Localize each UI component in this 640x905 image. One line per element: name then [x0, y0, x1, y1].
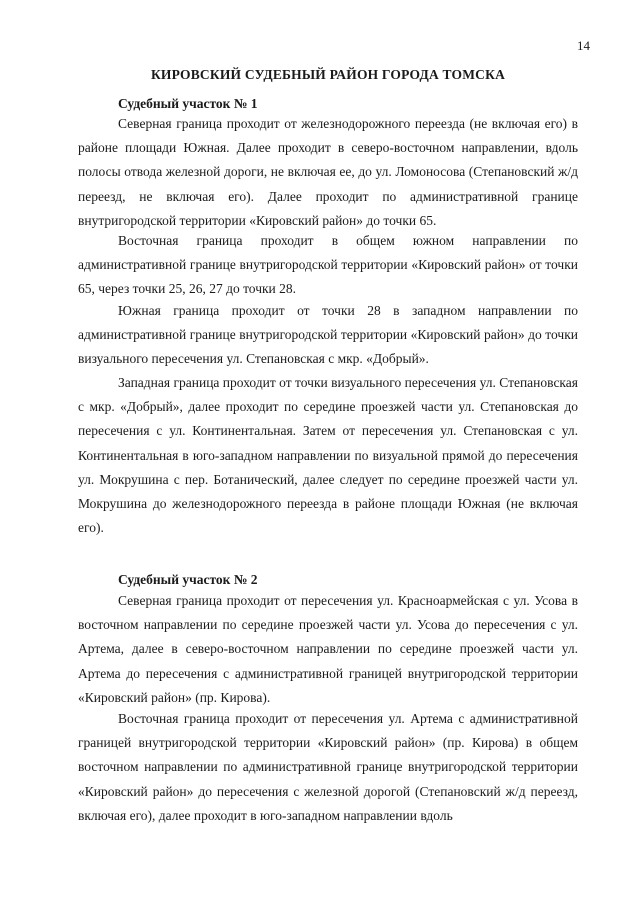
section2-paragraph-north: Северная граница проходит от пересечения ул. Красноармейская с ул. Усова в восточном направлении по середине проезжей части ул. Усова до пересечения с ул. Артема, далее в северо-восточном направлении по середине проезжей части ул. Артема до пересечения с административной границей внутригородской территории «Кировский район» (пр. Кирова). [78, 593, 578, 705]
section2-paragraph-east: Восточная граница проходит от пересечения ул. Артема с административной границей внутригородской территории «Кировский район» (пр. Кирова) в общем восточном направлении по административной границе внутригородской территории «Кировский район» до пересечения с железной дорогой (Степановский ж/д переезд, включая его), далее проходит в юго-западном направлении вдоль [78, 711, 578, 823]
page-number: 14 [577, 38, 590, 53]
section1-paragraph-west: Западная граница проходит от точки визуального пересечения ул. Степановская с мкр. «Добрый», далее проходит по середине проезжей части ул. Степановская до пересечения с ул. Континентальная. Затем от пересечения ул. Степановская с ул. Континентальная в юго-западном направлении по визуальной прямой до пересечения ул. Мокрушина с пер. Ботанический, далее следует по середине проезжей части ул. Мокрушина до железнодорожного переезда в районе площади Южная (не включая его). [78, 375, 578, 536]
section1-paragraph-east: Восточная граница проходит в общем южном направлении по административной границе внутригородской территории «Кировский район» от точки 65, через точки 25, 26, 27 до точки 28. [78, 233, 578, 297]
document-title: КИРОВСКИЙ СУДЕБНЫЙ РАЙОН ГОРОДА ТОМСКА [150, 67, 506, 82]
section-heading-2: Судебный участок № 2 [118, 572, 258, 587]
section-heading-1: Судебный участок № 1 [118, 96, 258, 111]
section1-paragraph-south: Южная граница проходит от точки 28 в западном направлении по административной границе внутригородской территории «Кировский район» до точки визуального пересечения ул. Степановская с мкр. «Добрый». [78, 303, 578, 367]
section1-paragraph-north: Северная граница проходит от железнодорожного переезда (не включая его) в районе площади Южная. Далее проходит в северо-восточном направлении, вдоль полосы отвода железной дороги, не включая ее, до ул. Ломоносова (Степановский ж/д переезд, не включая его). Далее проходит по административной границе внутригородской территории «Кировский район» до точки 65. [78, 116, 578, 228]
